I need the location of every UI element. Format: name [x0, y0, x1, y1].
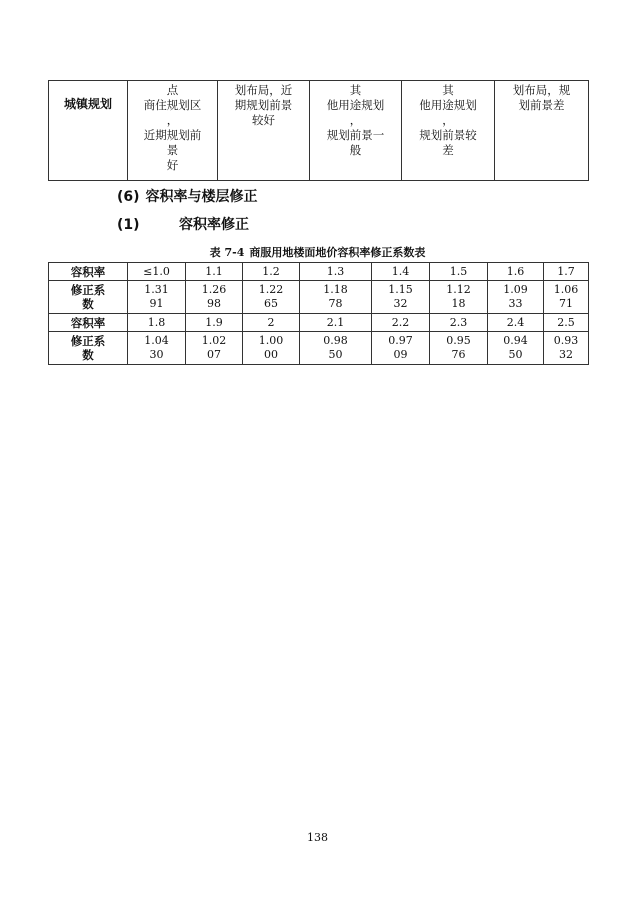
table-cell [488, 263, 544, 281]
table-cell [402, 81, 495, 181]
row-label-cell: 城镇规划 [49, 81, 128, 181]
cell-line: 1.2 [262, 264, 280, 278]
cell-line: 1.12 [446, 283, 471, 296]
table-cell [488, 281, 544, 314]
cell-line: 规划前景一 [326, 128, 385, 142]
cell-line: 1.09 [503, 283, 528, 296]
cell-line: 划布局，近 [234, 83, 293, 97]
cell-line: 1.3 [326, 264, 345, 278]
cell-line: 规划前景较 [419, 128, 477, 142]
cell-line: ， [349, 113, 362, 127]
cell-line: 0.95 [446, 334, 471, 347]
table-caption-id: 表 7-4 [209, 246, 245, 259]
cell-line: 33 [508, 297, 523, 310]
cell-line: 期规划前景 [234, 98, 293, 112]
table-cell [186, 332, 243, 365]
cell-line: 修正系 [70, 334, 106, 348]
table-cell [300, 281, 372, 314]
cell-line: 他用途规划 [326, 98, 385, 112]
table-cell [186, 263, 243, 281]
cell-line: 数 [82, 297, 94, 311]
cell-line: 2.4 [506, 315, 525, 329]
cell-line: 09 [393, 348, 408, 361]
cell-line: 50 [328, 348, 343, 361]
cell-line: 1.18 [323, 283, 348, 296]
cell-line: 98 [207, 297, 221, 310]
table-caption [0, 244, 635, 260]
table-cell [128, 81, 218, 181]
cell-line: 1.7 [557, 264, 575, 278]
table-cell [430, 281, 488, 314]
cell-line: 他用途规划 [419, 98, 477, 112]
table-cell [372, 314, 430, 332]
table-cell [243, 314, 300, 332]
page-number: 138 [307, 831, 328, 844]
table-cell [128, 314, 186, 332]
table-cell [300, 263, 372, 281]
cell-line: 较好 [252, 113, 275, 127]
cell-line: 1.00 [258, 334, 284, 347]
cell-line: 数 [82, 348, 94, 362]
cell-line: 1.06 [553, 283, 579, 296]
cell-line: 1.15 [388, 283, 413, 296]
table-cell [128, 263, 186, 281]
cell-line: 71 [559, 297, 573, 310]
cell-line: 07 [207, 348, 221, 361]
table-row [49, 314, 589, 332]
cell-line: 2.5 [557, 315, 575, 329]
row-label-cell [49, 281, 128, 314]
table-row [49, 281, 589, 314]
cell-line: 其 [349, 83, 362, 97]
continued-table [48, 80, 589, 181]
table-cell [488, 314, 544, 332]
table-row [49, 332, 589, 365]
cell-line: 般 [349, 143, 362, 157]
row-label-cell [49, 263, 128, 281]
cell-line: 1.1 [205, 264, 223, 278]
table-cell [243, 263, 300, 281]
cell-line: 76 [451, 348, 466, 361]
cell-line: 1.04 [144, 334, 169, 347]
cell-line: 2.2 [391, 315, 410, 329]
table-cell [300, 314, 372, 332]
table-cell [372, 263, 430, 281]
table-cell [218, 81, 310, 181]
cell-line: 景 [166, 143, 179, 157]
table-cell [544, 263, 589, 281]
cell-line: 0.93 [553, 334, 579, 347]
table-cell [430, 314, 488, 332]
table-cell [430, 263, 488, 281]
cell-line: 91 [149, 297, 164, 310]
cell-line: 78 [328, 297, 343, 310]
table-cell [186, 314, 243, 332]
cell-line: 1.8 [147, 315, 166, 329]
table-cell [495, 81, 589, 181]
cell-line: 18 [451, 297, 466, 310]
table-row [49, 81, 589, 181]
cell-line: 1.4 [391, 264, 410, 278]
cell-line: 1.02 [201, 334, 227, 347]
cell-line: ， [442, 113, 454, 127]
cell-line: ， [166, 113, 179, 127]
cell-line: 00 [264, 348, 278, 361]
cell-line: 2.3 [449, 315, 468, 329]
cell-line: 容积率 [70, 264, 106, 279]
table-row [49, 263, 589, 281]
section-title: 容积率与楼层修正 [145, 189, 258, 205]
cell-line: 65 [264, 297, 278, 310]
cell-line: 0.97 [388, 334, 413, 347]
cell-line: 差 [442, 143, 454, 157]
table-cell [372, 281, 430, 314]
cell-line: 划前景差 [518, 98, 565, 112]
cell-line: 0.98 [323, 334, 348, 347]
row-label-cell [49, 332, 128, 365]
cell-line: 32 [559, 348, 573, 361]
row-label-cell [49, 314, 128, 332]
subsection-title: 容积率修正 [179, 217, 249, 233]
cell-line: 1.22 [258, 283, 284, 296]
table-cell [544, 281, 589, 314]
cell-line: 1.5 [449, 264, 468, 278]
table-cell [128, 281, 186, 314]
table-cell [243, 332, 300, 365]
cell-line: 2 [267, 315, 275, 329]
cell-line: 容积率 [70, 315, 106, 330]
cell-line: 近期规划前 [143, 128, 202, 142]
subsection-heading-1 [117, 214, 249, 234]
cell-line: 1.31 [144, 283, 169, 296]
cell-line: 1.6 [506, 264, 525, 278]
table-cell [243, 281, 300, 314]
cell-line: 2.1 [326, 315, 345, 329]
cell-line: 点 [166, 83, 179, 97]
cell-line: 划布局，规 [512, 83, 571, 97]
table-cell [544, 314, 589, 332]
coefficient-table [48, 262, 589, 365]
subsection-number: (1) [117, 217, 140, 233]
cell-line: 0.94 [503, 334, 528, 347]
table-caption-text: 商服用地楼面地价容积率修正系数表 [249, 246, 426, 259]
cell-line: ≤1.0 [143, 264, 170, 278]
table-cell [186, 281, 243, 314]
cell-line: 好 [166, 158, 179, 172]
table-cell [372, 332, 430, 365]
cell-line: 1.26 [201, 283, 227, 296]
section-heading-6 [117, 186, 258, 206]
cell-line: 30 [149, 348, 164, 361]
table-cell [544, 332, 589, 365]
table-cell [128, 332, 186, 365]
cell-line: 商住规划区 [143, 98, 202, 112]
table-cell [488, 332, 544, 365]
section-number: (6) [117, 189, 140, 205]
cell-line: 修正系 [70, 283, 106, 297]
table-cell [310, 81, 402, 181]
cell-line: 其 [442, 83, 454, 97]
table-cell [300, 332, 372, 365]
table-cell [430, 332, 488, 365]
cell-line: 32 [393, 297, 408, 310]
cell-line: 50 [508, 348, 523, 361]
cell-line: 1.9 [205, 315, 223, 329]
